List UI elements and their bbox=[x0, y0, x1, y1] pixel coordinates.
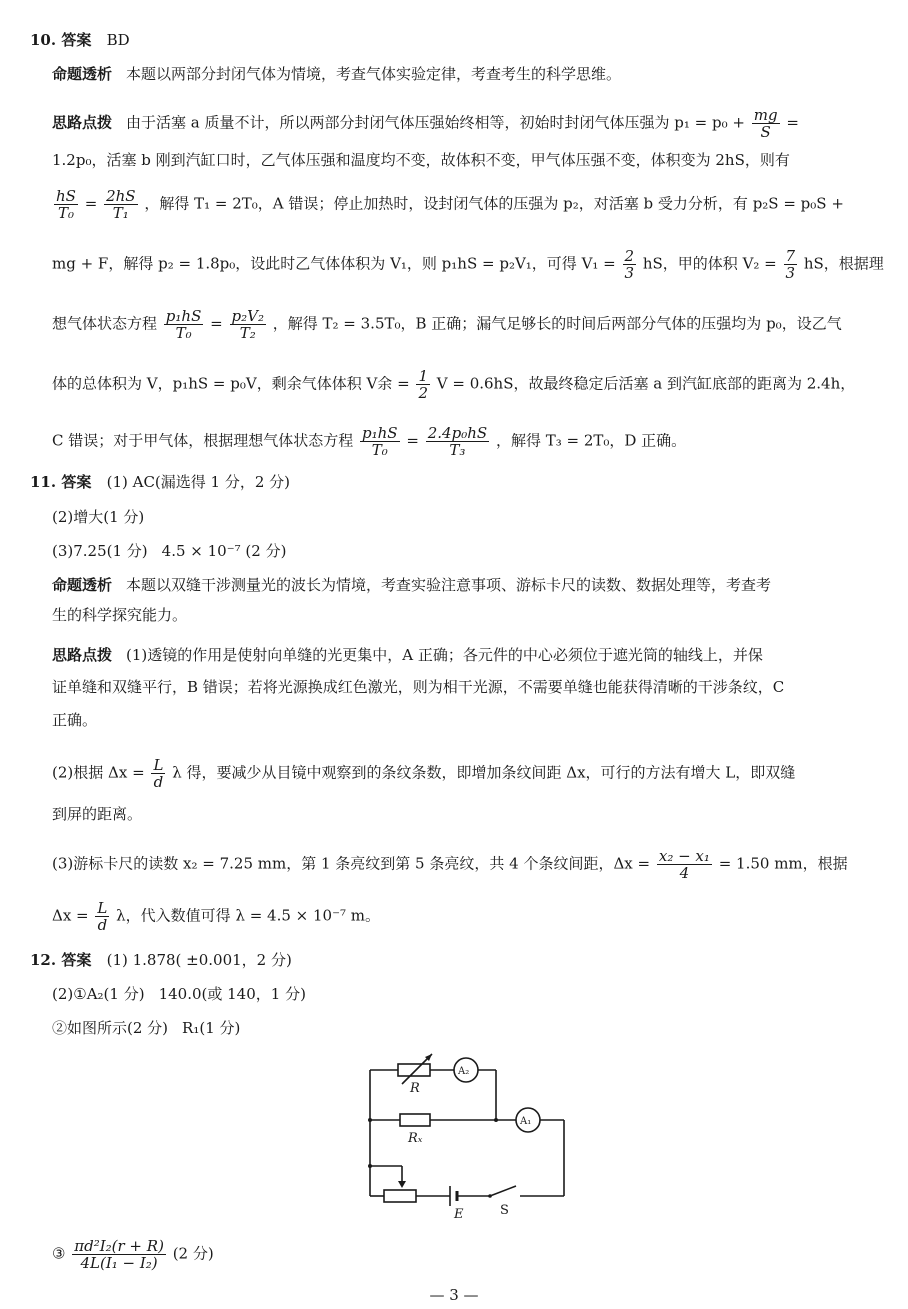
circuit-diagram bbox=[360, 1048, 580, 1220]
q11-hint-line1: 思路点拨 (1)透镜的作用是使射向单缝的光更集中，A 正确；各元件的中心必须位于遮光筒的轴线上，并保 bbox=[52, 646, 763, 664]
q11-hint-line7: Δx = $\frac{L}{d}$ λ，代入数值可得 λ = 4.5 × 10⁻⁷ m。 bbox=[52, 899, 381, 934]
q11-hint-line2: 证单缝和双缝平行，B 错误；若将光源换成红色激光，则为相干光源，不需要单缝也能获得清晰的干涉条纹，C bbox=[52, 678, 785, 696]
page-number: — 3 — bbox=[429, 1286, 479, 1304]
q11-hint-line6: (3)游标卡尺的读数 x₂ = 7.25 mm，第 1 条亮纹到第 5 条亮纹，共 4 个条纹间距，Δx = $\frac{\text{x₂ − x₁}}{4}$ = 1.50 mm，根据 bbox=[52, 847, 848, 882]
q11-hint-line4: (2)根据 Δx = $\frac{L}{d}$ λ 得，要减少从目镜中观察到的条纹条数，即增加条纹间距 Δx，可行的方法有增大 L，即双缝 bbox=[52, 756, 796, 791]
q12-number: 12. 答案 (1) 1.878( ±0.001，2 分) bbox=[30, 951, 292, 969]
q11-answer-3: (3)7.25(1 分) 4.5 × 10⁻⁷ (2 分) bbox=[52, 542, 287, 560]
q12-answer-2: (2)①A₂(1 分) 140.0(或 140，1 分) bbox=[52, 985, 306, 1003]
switch-blade bbox=[490, 1186, 516, 1196]
junction-bottom-left bbox=[368, 1164, 372, 1168]
q10-intent: 命题透析 本题以两部分封闭气体为情境，考查气体实验定律，考查考生的科学思维。 bbox=[52, 65, 622, 83]
label-rx: Rₓ bbox=[408, 1131, 423, 1146]
q10-hint-line1: 思路点拨 由于活塞 a 质量不计，所以两部分封闭气体压强始终相等，初始时封闭气体压强为 p₁ = p₀ + $\frac{mg}{S}$ = bbox=[52, 106, 799, 141]
q11-answer-2: (2)增大(1 分) bbox=[52, 508, 145, 526]
q11-number: 11. 答案 (1) AC(漏选得 1 分，2 分) bbox=[30, 473, 291, 491]
q12-answer-3: ②如图所示(2 分) R₁(1 分) bbox=[52, 1019, 241, 1037]
q10-hint-line6: 体的总体积为 V，p₁hS = p₀V，剩余气体体积 V余 = $\frac{1}{2}$ V = 0.6hS，故最终稳定后活塞 a 到汽缸底部的距离为 2.4h， bbox=[52, 367, 856, 402]
junction-left bbox=[368, 1118, 372, 1122]
q10-number: 10. 答案 BD bbox=[30, 31, 130, 49]
q11-answer-1: (1) AC(漏选得 1 分，2 分) bbox=[106, 473, 291, 491]
variable-resistor-r bbox=[398, 1064, 430, 1076]
rheostat bbox=[384, 1190, 416, 1202]
q12-answer-4: ③ $\frac{\text{πd²I₂(r + R)}}{\text{4L(I₁ − I₂)}}$ (2 分) bbox=[52, 1237, 214, 1272]
q11-hint-line5: 到屏的距离。 bbox=[52, 805, 143, 823]
label-a1: A₁ bbox=[520, 1116, 532, 1127]
switch-pivot bbox=[488, 1194, 492, 1198]
q10-answer: BD bbox=[106, 31, 130, 49]
label-e: E bbox=[454, 1207, 464, 1220]
q10-hint-line7: C 错误；对于甲气体，根据理想气体状态方程 $\frac{\text{p₁hS}}{\text{T₀}}$ = $\frac{\text{2.4p₀hS}}{\text{T₃}}$ ，解得 T₃ = 2T₀，D 正确。 bbox=[52, 424, 687, 459]
resistor-rx bbox=[400, 1114, 430, 1126]
q11-hint-line3: 正确。 bbox=[52, 711, 98, 729]
q12-answer-1: (1) 1.878( ±0.001，2 分) bbox=[106, 951, 292, 969]
q11-intent-line2: 生的科学探究能力。 bbox=[52, 606, 188, 624]
q10-hint-line5: 想气体状态方程 $\frac{\text{p₁hS}}{\text{T₀}}$ = $\frac{\text{p₂V₂}}{\text{T₂}}$ ，解得 T₂ = 3.5T₀，B 正确；漏气足够长的时间后两部分气体的压强均为 p₀，设乙气 bbox=[52, 307, 842, 342]
q10-hint-line2: 1.2p₀，活塞 b 刚到汽缸口时，乙气体压强和温度均不变，故体积不变，甲气体压强不变，体积变为 2hS，则有 bbox=[52, 151, 790, 169]
q11-intent-line1: 命题透析 本题以双缝干涉测量光的波长为情境，考查实验注意事项、游标卡尺的读数、数据处理等，考查考 bbox=[52, 576, 772, 594]
label-a2: A₂ bbox=[458, 1066, 470, 1077]
label-r: R bbox=[410, 1081, 420, 1096]
q10-hint-line4: mg + F，解得 p₂ = 1.8p₀，设此时乙气体体积为 V₁，则 p₁hS = p₂V₁，可得 V₁ = $\frac{2}{3}$ hS，甲的体积 V₂ = $\frac{7}{3}$ hS，根据理 bbox=[52, 247, 884, 282]
q10-hint-line3: $\frac{hS}{\text{T₀}}$ = $\frac{2hS}{\text{T₁}}$ ，解得 T₁ = 2T₀，A 错误；停止加热时，设封闭气体的压强为 p₂，对活塞 b 受力分析，有 p₂S = p₀S + bbox=[56, 187, 844, 222]
junction-right bbox=[494, 1118, 498, 1122]
label-s: S bbox=[500, 1203, 509, 1218]
rheostat-slider-arrow bbox=[398, 1181, 406, 1188]
